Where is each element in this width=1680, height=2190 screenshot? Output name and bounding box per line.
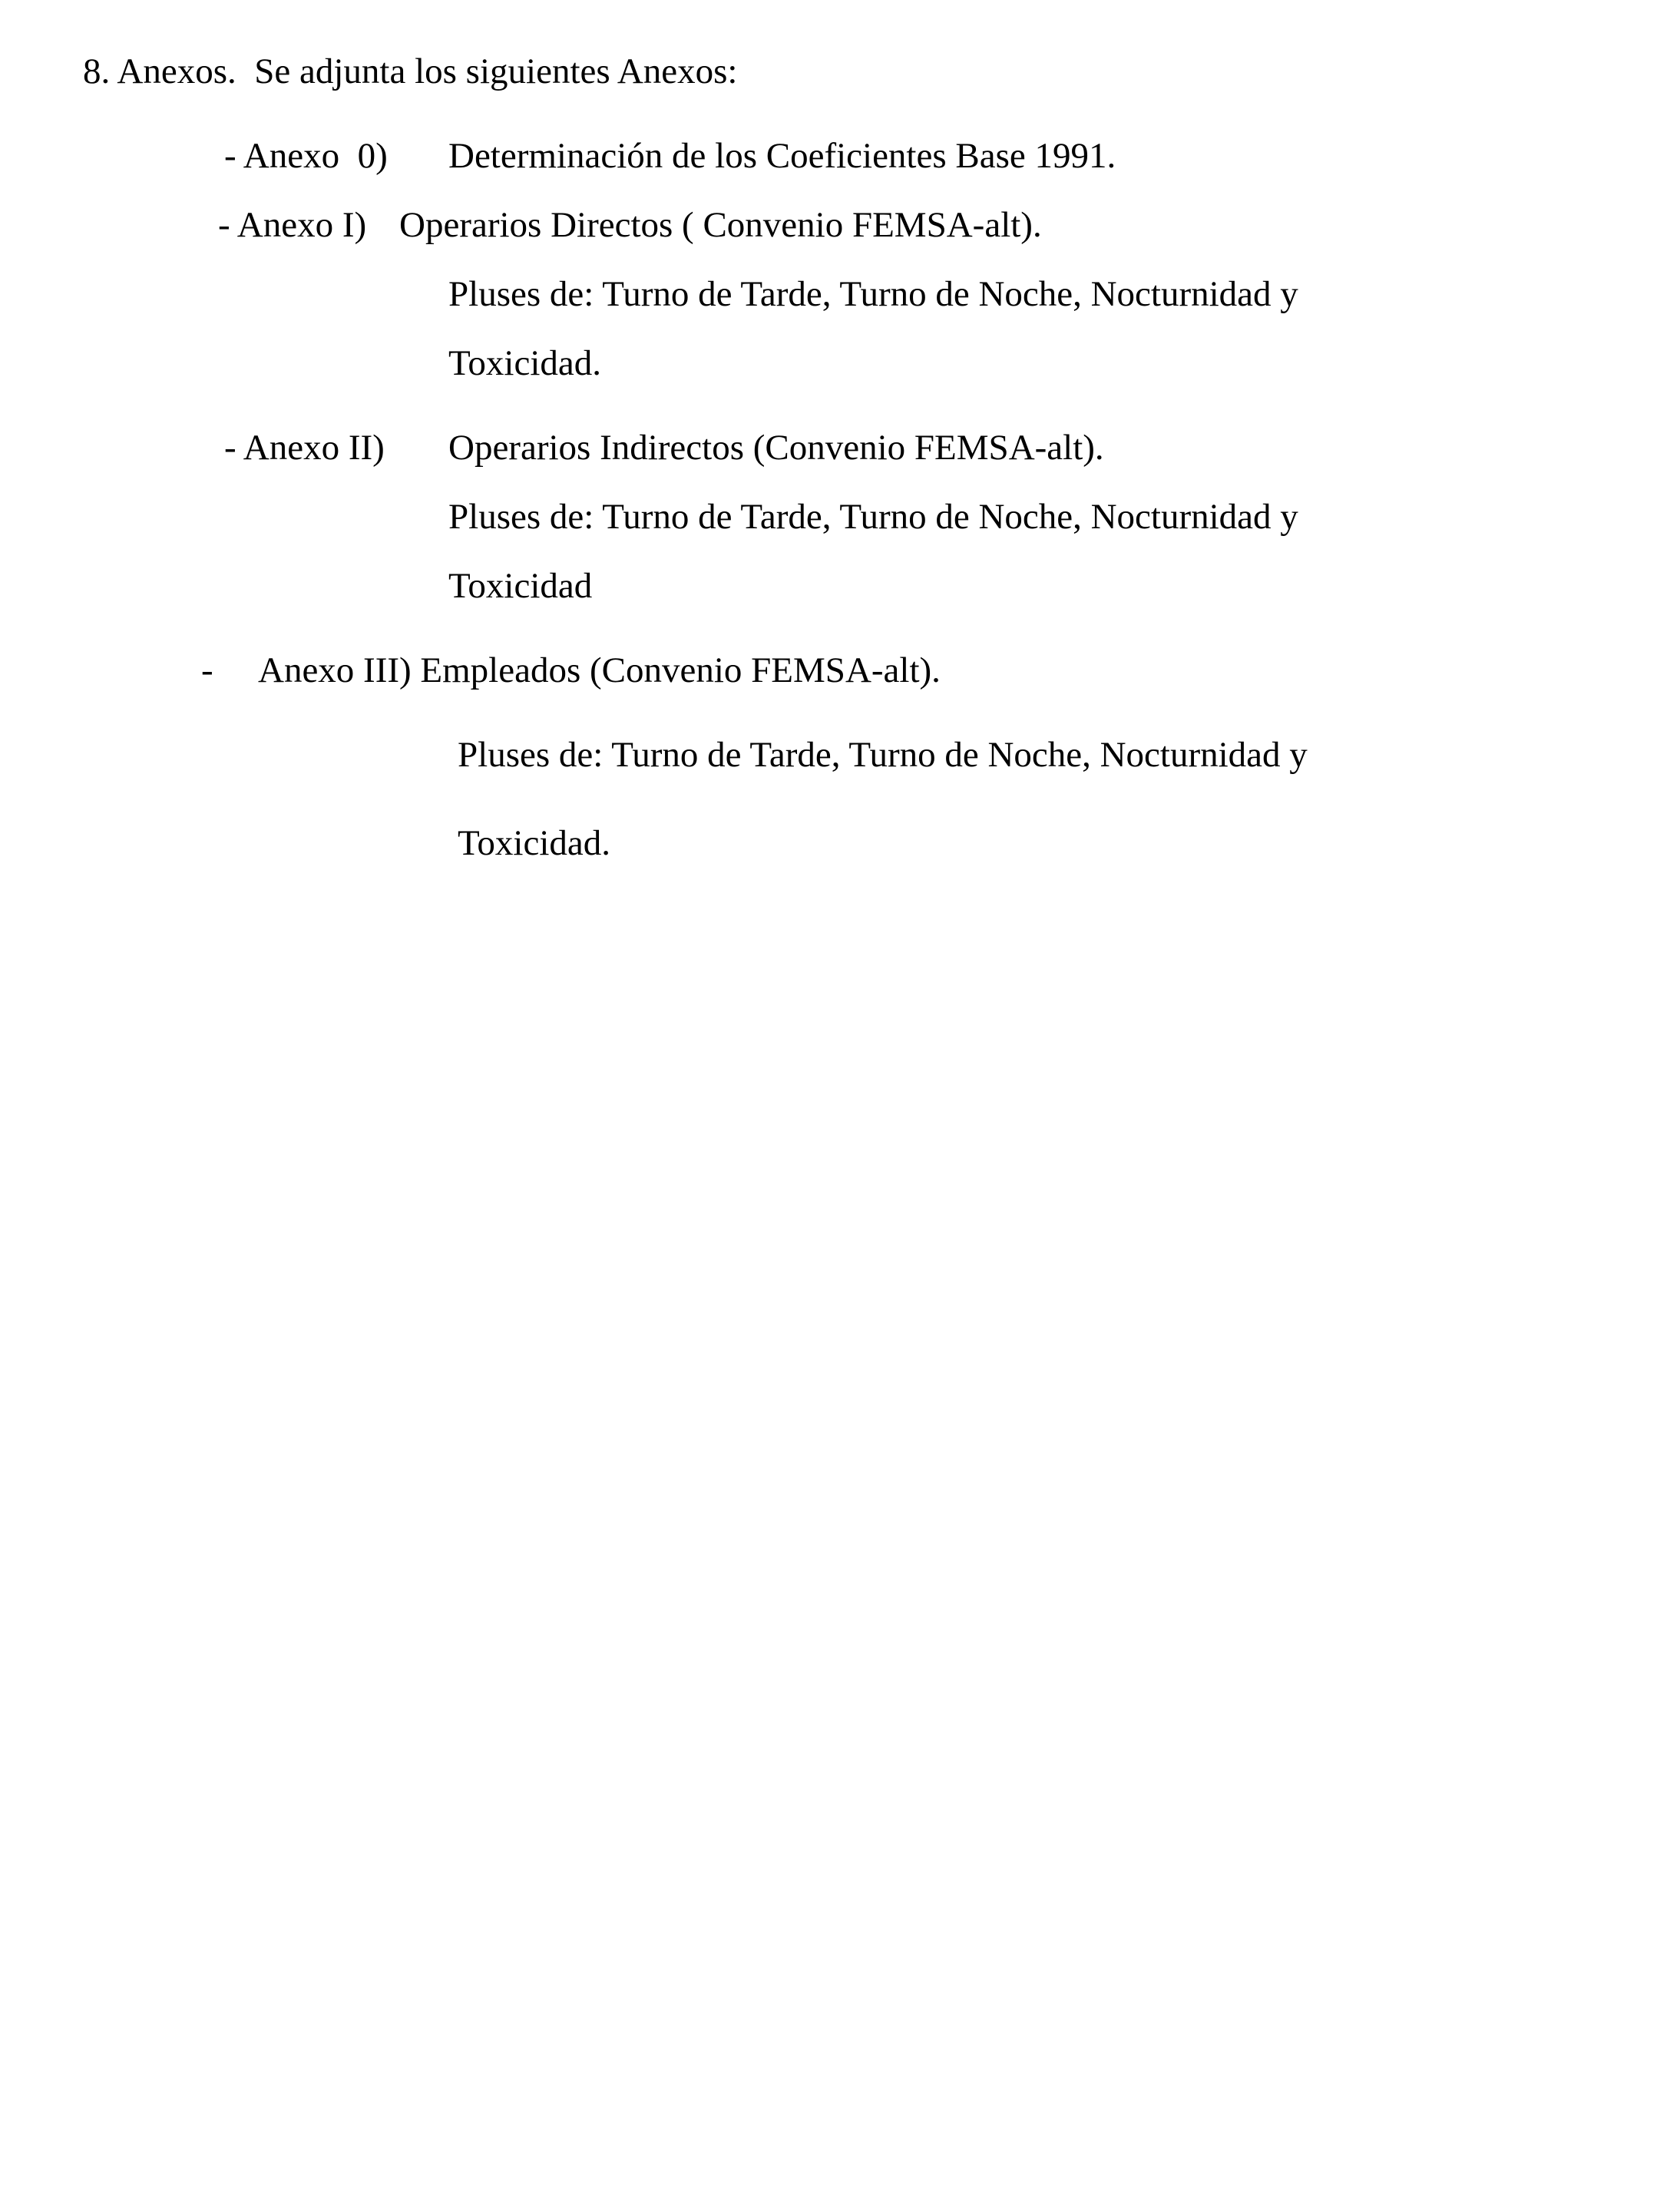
annex-3-pluses-cont: Toxicidad. bbox=[458, 823, 611, 863]
annex-1-text: Operarios Directos ( Convenio FEMSA-alt). bbox=[399, 205, 1042, 245]
annex-0-text: Determinación de los Coeficientes Base 1991. bbox=[448, 136, 1116, 176]
annex-2-text: Operarios Indirectos (Convenio FEMSA-alt). bbox=[448, 428, 1104, 468]
annex-3-dash: - bbox=[201, 650, 213, 690]
annex-3-text: Anexo III) Empleados (Convenio FEMSA-alt). bbox=[258, 650, 941, 690]
annex-2-label: - Anexo II) bbox=[224, 428, 385, 468]
annex-2-pluses-cont: Toxicidad bbox=[448, 566, 593, 606]
annex-1-pluses-cont: Toxicidad. bbox=[448, 343, 602, 383]
annex-2-pluses: Pluses de: Turno de Tarde, Turno de Noche, Nocturnidad y bbox=[448, 497, 1298, 537]
annex-1-pluses: Pluses de: Turno de Tarde, Turno de Noche, Nocturnidad y bbox=[448, 274, 1298, 314]
section-heading: 8. Anexos. Se adjunta los siguientes Anexos: bbox=[83, 51, 738, 91]
annex-1-label: - Anexo I) bbox=[218, 205, 367, 245]
annex-3-pluses: Pluses de: Turno de Tarde, Turno de Noche, Nocturnidad y bbox=[458, 735, 1308, 775]
annex-0-label: - Anexo 0) bbox=[224, 136, 388, 176]
